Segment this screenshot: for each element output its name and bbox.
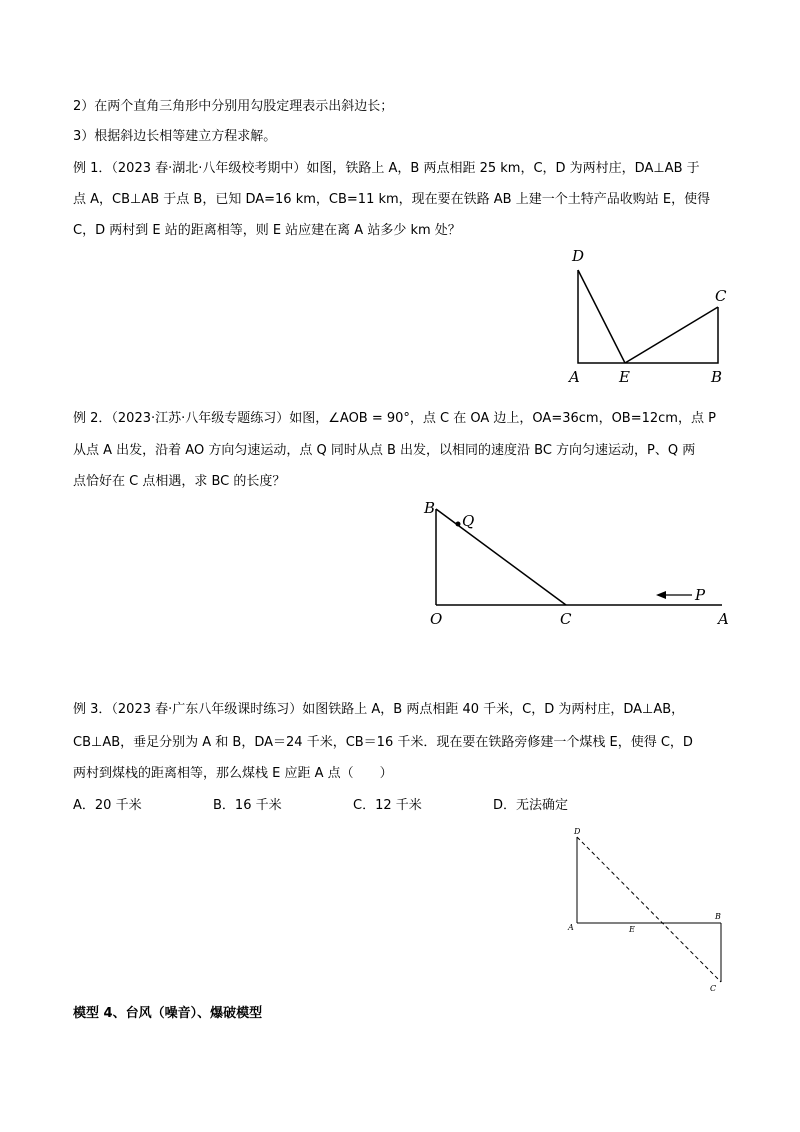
label-a: A — [569, 368, 580, 386]
option-d: D．无法确定 — [493, 798, 569, 813]
step-2: 2）在两个直角三角形中分别用勾股定理表示出斜边长； — [73, 99, 394, 114]
option-b: B．16 千米 — [213, 798, 282, 813]
example-3-line-1: 例 3．（2023 春·广东八年级课时练习）如图铁路上 A，B 两点相距 40 千米，C，D 为两村庄，DA⊥AB， — [73, 702, 685, 717]
label-c: C — [710, 984, 717, 993]
arrow-p-head — [656, 591, 666, 599]
point-q — [456, 522, 461, 527]
example-1-line-3: C，D 两村到 E 站的距离相等，则 E 站应建在离 A 站多少 km 处？ — [73, 223, 461, 238]
example-2-line-3: 点恰好在 C 点相遇，求 BC 的长度？ — [73, 474, 286, 489]
example-3-figure — [565, 825, 735, 995]
label-c: C — [560, 610, 572, 628]
example-1-figure — [560, 245, 740, 390]
segment-de — [578, 270, 625, 363]
segment-dc-dashed — [577, 837, 721, 982]
label-e: E — [619, 368, 630, 386]
label-o: O — [430, 610, 443, 628]
option-c: C．12 千米 — [353, 798, 422, 813]
label-b: B — [715, 912, 721, 921]
example-1-line-1: 例 1．（2023 春·湖北·八年级校考期中）如图，铁路上 A，B 两点相距 25 km，C，D 为两村庄，DA⊥AB 于 — [73, 161, 700, 176]
label-a: A — [568, 923, 574, 932]
label-c: C — [715, 287, 727, 305]
example-3-line-2: CB⊥AB，垂足分别为 A 和 B，DA＝24 千米，CB＝16 千米．现在要在铁路旁修建一个煤栈 E，使得 C，D — [73, 735, 693, 750]
example-2-line-1: 例 2．（2023·江苏·八年级专题练习）如图，∠AOB = 90°，点 C 在 OA 边上，OA=36cm，OB=12cm，点 P — [73, 411, 716, 426]
example-3-line-3: 两村到煤栈的距离相等，那么煤栈 E 应距 A 点（ ） — [73, 766, 393, 781]
option-a: A．20 千米 — [73, 798, 142, 813]
label-d: D — [574, 827, 581, 836]
label-b: B — [424, 499, 436, 517]
example-1-line-2: 点 A，CB⊥AB 于点 B，已知 DA=16 km，CB=11 km，现在要在铁路 AB 上建一个土特产品收购站 E，使得 — [73, 192, 711, 207]
segment-bc — [436, 509, 566, 605]
step-3: 3）根据斜边长相等建立方程求解。 — [73, 129, 277, 144]
label-q: Q — [462, 512, 475, 530]
example-2-figure — [420, 495, 740, 635]
label-a: A — [718, 610, 729, 628]
label-d: D — [572, 247, 585, 265]
example-2-line-2: 从点 A 出发，沿着 AO 方向匀速运动，点 Q 同时从点 B 出发，以相同的速度沿 BC 方向匀速运动，P、Q 两 — [73, 443, 696, 458]
segment-ec — [625, 307, 718, 363]
label-e: E — [629, 925, 635, 934]
label-p: P — [695, 586, 706, 604]
label-b: B — [711, 368, 723, 386]
section-heading: 模型 4、台风（噪音）、爆破模型 — [73, 1006, 263, 1021]
